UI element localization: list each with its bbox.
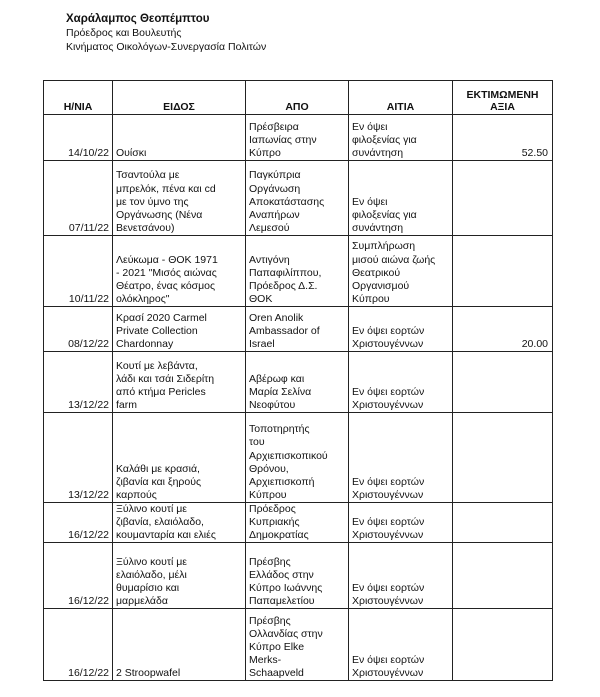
cell-reason: Εν όψει εορτών Χριστουγέννων <box>349 609 453 681</box>
cell-reason: Εν όψει εορτών Χριστουγέννων <box>349 413 453 503</box>
cell-value <box>453 352 553 413</box>
cell-date: 07/11/22 <box>44 161 113 236</box>
cell-item: Τσαντούλα με μπρελόκ, πένα και cd με τον ύμνο της Οργάνωσης (Νένα Βενετσάνου) <box>113 161 246 236</box>
cell-item: Καλάθι με κρασιά, ζιβανία και ξηρούς καρπούς <box>113 413 246 503</box>
table-row <box>44 503 553 543</box>
cell-date: 13/12/22 <box>44 413 113 503</box>
cell-value <box>453 161 553 236</box>
cell-from: Αντιγόνη Παπαφιλίππου, Πρόεδρος Δ.Σ. ΘΟΚ <box>246 236 349 307</box>
cell-date: 16/12/22 <box>44 503 113 543</box>
cell-value: 20.00 <box>453 307 553 352</box>
column-header-date: Η/ΝΙΑ <box>44 81 113 115</box>
cell-item: Ουίσκι <box>113 115 246 161</box>
column-header-reason: ΑΙΤΙΑ <box>349 81 453 115</box>
cell-from: Πρέσβης Ελλάδος στην Κύπρο Ιωάννης Παπαμελετίου <box>246 543 349 609</box>
cell-value <box>453 609 553 681</box>
cell-from: Πρόεδρος Κυπριακής Δημοκρατίας <box>246 503 349 543</box>
cell-reason: Εν όψει εορτών Χριστουγέννων <box>349 503 453 543</box>
cell-reason: Εν όψει εορτών Χριστουγέννων <box>349 543 453 609</box>
gifts-table <box>43 80 553 681</box>
cell-reason: Εν όψει φιλοξενίας για συνάντηση <box>349 161 453 236</box>
author-title: Πρόεδρος και Βουλευτής <box>66 27 182 39</box>
cell-item: Κουτί με λεβάντα, λάδι και τσάι Σιδερίτη από κτήμα Pericles farm <box>113 352 246 413</box>
table-row <box>44 236 553 307</box>
cell-value <box>453 413 553 503</box>
cell-from: Oren Anolik Ambassador of Israel <box>246 307 349 352</box>
cell-date: 10/11/22 <box>44 236 113 307</box>
table-row <box>44 161 553 236</box>
author-name: Χαράλαμπος Θεοπέμπτου <box>66 13 210 25</box>
cell-date: 16/12/22 <box>44 543 113 609</box>
table-row <box>44 413 553 503</box>
column-header-value: ΕΚΤΙΜΩΜΕΝΗ ΑΞΙΑ <box>453 81 553 115</box>
table-row <box>44 115 553 161</box>
table-row <box>44 543 553 609</box>
cell-item: Λεύκωμα - ΘΟΚ 1971 - 2021 "Μισός αιώνας Θέατρο, ένας κόσμος ολόκληρος" <box>113 236 246 307</box>
cell-reason: Εν όψει εορτών Χριστουγέννων <box>349 352 453 413</box>
column-header-from: ΑΠΟ <box>246 81 349 115</box>
cell-date: 08/12/22 <box>44 307 113 352</box>
cell-item: Ξύλινο κουτί με ζιβανία, ελαιόλαδο, κουμανταρία και ελιές <box>113 503 246 543</box>
author-party: Κινήματος Οικολόγων-Συνεργασία Πολιτών <box>66 40 267 53</box>
cell-reason: Εν όψει εορτών Χριστουγέννων <box>349 307 453 352</box>
cell-date: 16/12/22 <box>44 609 113 681</box>
cell-from: Παγκύπρια Οργάνωση Αποκατάστασης Αναπήρων Λεμεσού <box>246 161 349 236</box>
cell-item: Ξύλινο κουτί με ελαιόλαδο, μέλι θυμαρίσιο και μαρμελάδα <box>113 543 246 609</box>
cell-from: Τοποτηρητής του Αρχιεπισκοπικού Θρόνου, Αρχιεπισκοπή Κύπρου <box>246 413 349 503</box>
cell-reason: Συμπλήρωση μισού αιώνα ζωής Θεατρικού Οργανισμού Κύπρου <box>349 236 453 307</box>
cell-date: 13/12/22 <box>44 352 113 413</box>
table-row <box>44 307 553 352</box>
cell-value: 52.50 <box>453 115 553 161</box>
cell-from: Πρέσβης Ολλανδίας στην Κύπρο Elke Merks- Schaapveld <box>246 609 349 681</box>
column-header-item: ΕΙΔΟΣ <box>113 81 246 115</box>
cell-value <box>453 543 553 609</box>
table-header-row <box>44 81 553 115</box>
cell-date: 14/10/22 <box>44 115 113 161</box>
cell-from: Πρέσβειρα Ιαπωνίας στην Κύπρο <box>246 115 349 161</box>
cell-item: Κρασί 2020 Carmel Private Collection Chardonnay <box>113 307 246 352</box>
cell-value <box>453 236 553 307</box>
document-header <box>66 12 266 54</box>
table-row <box>44 352 553 413</box>
cell-value <box>453 503 553 543</box>
table-row <box>44 609 553 681</box>
cell-reason: Εν όψει φιλοξενίας για συνάντηση <box>349 115 453 161</box>
cell-from: Αβέρωφ και Μαρία Σελίνα Νεοφύτου <box>246 352 349 413</box>
cell-item: 2 Stroopwafel <box>113 609 246 681</box>
